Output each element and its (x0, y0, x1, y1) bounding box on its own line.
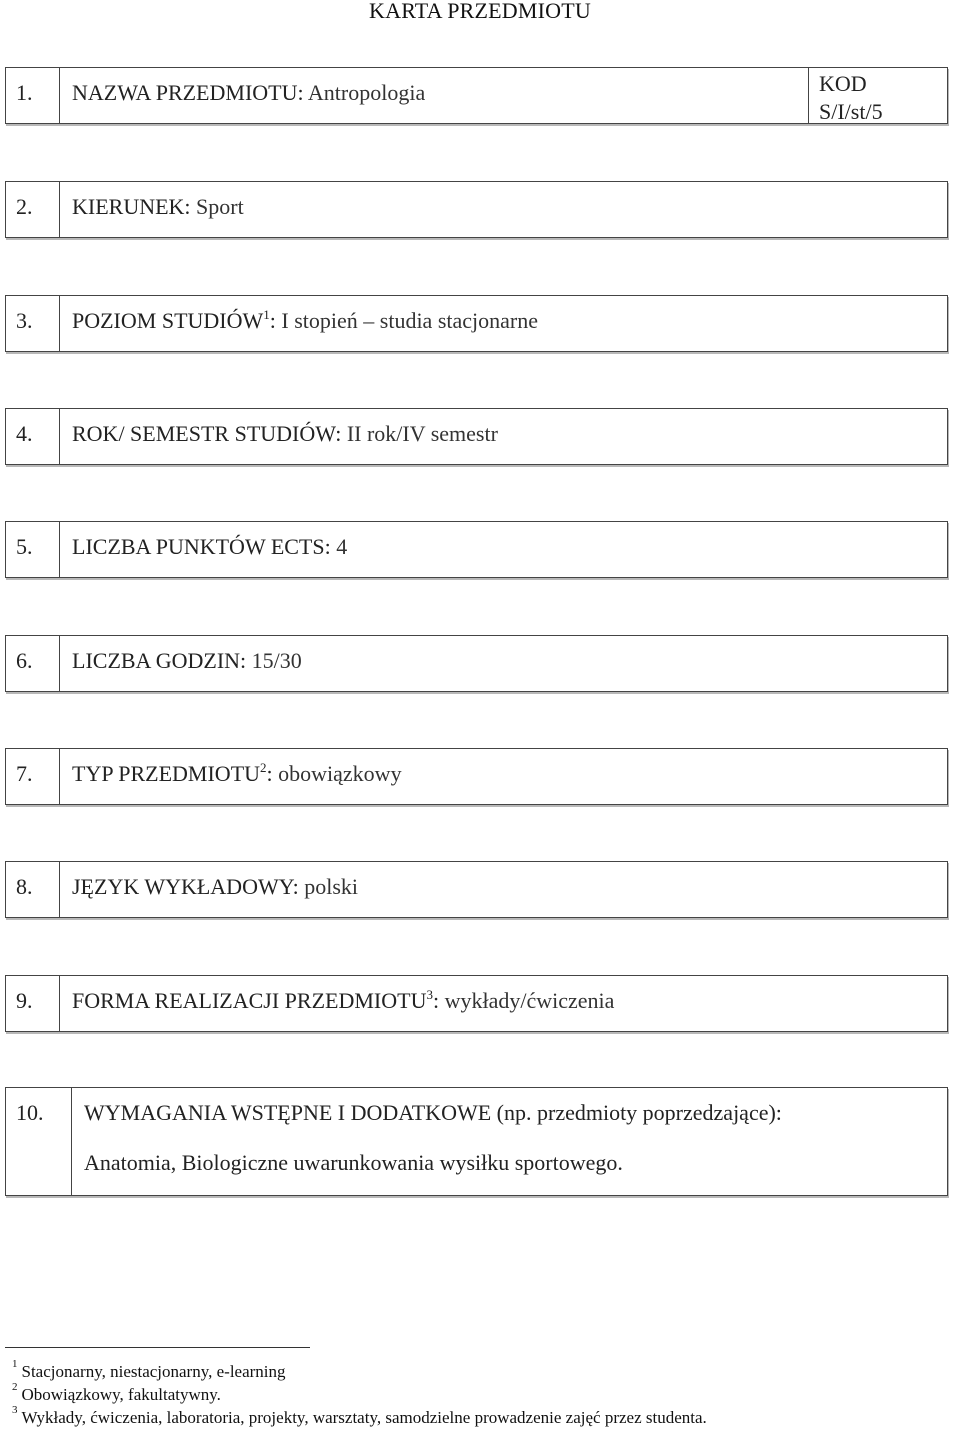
row-separator: : (269, 308, 276, 333)
row-number: 4. (6, 409, 60, 464)
row-label: TYP PRZEDMIOTU (72, 761, 261, 786)
footnote-text: Obowiązkowy, fakultatywny. (21, 1385, 221, 1404)
row-number: 10. (6, 1088, 72, 1195)
row-number: 2. (6, 182, 60, 237)
footnote-mark: 3 (12, 1404, 18, 1417)
row-wymagania-wstepne (5, 1087, 948, 1196)
row-value: 15/30 (251, 648, 302, 673)
kod-value: S/I/st/5 (819, 99, 883, 124)
row-value: Antropologia (307, 80, 426, 105)
row-number: 3. (6, 296, 60, 351)
row-label: NAZWA PRZEDMIOTU: (72, 80, 304, 105)
row-nazwa-przedmiotu (5, 67, 948, 124)
kod-label: KOD (819, 71, 867, 96)
row-forma-realizacji (5, 975, 948, 1032)
row-number: 6. (6, 636, 60, 691)
row-content (60, 636, 947, 691)
row-content (60, 409, 947, 464)
row-number: 5. (6, 522, 60, 577)
row-content (60, 862, 947, 917)
row-content (60, 522, 947, 577)
row-typ-przedmiotu (5, 748, 948, 805)
row-value: 4 (336, 534, 348, 559)
footnote-ref: 3 (426, 986, 433, 1002)
row-label: LICZBA GODZIN: (72, 648, 247, 673)
row-value: wykłady/ćwiczenia (444, 988, 615, 1013)
footnote-item (12, 1406, 707, 1429)
footnote-text: Stacjonarny, niestacjonarny, e-learning (21, 1362, 286, 1381)
footnotes (12, 1360, 707, 1429)
row-rok-semestr (5, 408, 948, 465)
footnote-text: Wykłady, ćwiczenia, laboratoria, projekty, warsztaty, samodzielne prowadzenie zajęć przez studenta. (21, 1408, 707, 1427)
row-value: I stopień – studia stacjonarne (281, 308, 538, 333)
row-content (60, 68, 808, 123)
row-value: II rok/IV semestr (346, 421, 498, 446)
row-punkty-ects (5, 521, 948, 578)
row-label: KIERUNEK: (72, 194, 191, 219)
footnote-mark: 2 (12, 1381, 18, 1394)
row-content (60, 182, 947, 237)
row-content (60, 296, 947, 351)
row-number: 9. (6, 976, 60, 1031)
row-label: ROK/ SEMESTR STUDIÓW: (72, 421, 342, 446)
footnote-ref: 2 (260, 759, 267, 775)
row-label: LICZBA PUNKTÓW ECTS: (72, 534, 331, 559)
row-label: JĘZYK WYKŁADOWY: (72, 874, 299, 899)
row-number: 1. (6, 68, 60, 123)
row-content (60, 976, 947, 1031)
row-jezyk-wykladowy (5, 861, 948, 918)
row-value: polski (304, 874, 358, 899)
footnote-ref: 1 (263, 306, 270, 322)
kod-cell (808, 68, 947, 123)
row-value: Sport (196, 194, 244, 219)
page-title: KARTA PRZEDMIOTU (369, 0, 591, 23)
footnote-item (12, 1360, 707, 1383)
row-value: obowiązkowy (278, 761, 402, 786)
footnote-mark: 1 (12, 1358, 18, 1371)
footnote-divider (5, 1347, 310, 1348)
row-number: 8. (6, 862, 60, 917)
row-label: POZIOM STUDIÓW (72, 308, 264, 333)
row-separator: : (432, 988, 440, 1013)
footnote-item (12, 1383, 707, 1406)
row-content (72, 1088, 947, 1195)
row-separator: : (266, 761, 273, 786)
row-label: FORMA REALIZACJI PRZEDMIOTU (72, 988, 427, 1013)
row-content (60, 749, 947, 804)
row-poziom-studiow (5, 295, 948, 352)
row-value: Anatomia, Biologiczne uwarunkowania wysiłku sportowego. (84, 1150, 623, 1175)
row-number: 7. (6, 749, 60, 804)
row-heading: WYMAGANIA WSTĘPNE I DODATKOWE (np. przedmioty poprzedzające): (84, 1100, 782, 1125)
row-liczba-godzin (5, 635, 948, 692)
row-kierunek (5, 181, 948, 238)
